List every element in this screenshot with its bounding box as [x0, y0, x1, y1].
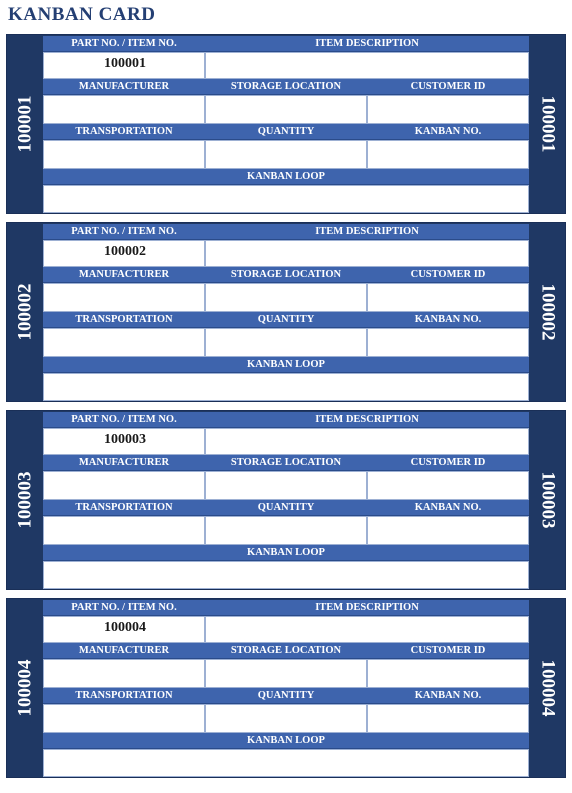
card-id-vertical-right: 100004	[537, 659, 558, 717]
storage-location-field[interactable]	[205, 95, 367, 124]
part-no-field[interactable]	[43, 52, 205, 79]
item-description-header: ITEM DESCRIPTION	[205, 412, 529, 428]
transportation-field[interactable]	[43, 140, 205, 169]
card-side-left	[7, 411, 43, 589]
customer-id-header: CUSTOMER ID	[367, 79, 529, 95]
kanban-no-header: KANBAN NO.	[367, 312, 529, 328]
card-side-right	[529, 411, 565, 589]
part-no-field[interactable]	[43, 428, 205, 455]
part-no-value: 100004	[104, 620, 146, 635]
kanban-loop-header: KANBAN LOOP	[43, 545, 529, 561]
kanban-loop-field[interactable]	[43, 561, 529, 589]
card-grid	[43, 35, 529, 213]
storage-location-header: STORAGE LOCATION	[205, 643, 367, 659]
customer-id-header: CUSTOMER ID	[367, 455, 529, 471]
kanban-loop-field[interactable]	[43, 373, 529, 401]
card-side-right	[529, 223, 565, 401]
card-id-vertical-left: 100004	[14, 659, 35, 717]
transportation-field[interactable]	[43, 328, 205, 357]
quantity-header: QUANTITY	[205, 500, 367, 516]
transportation-header: TRANSPORTATION	[43, 688, 205, 704]
card-side-left	[7, 599, 43, 777]
manufacturer-header: MANUFACTURER	[43, 267, 205, 283]
quantity-header: QUANTITY	[205, 312, 367, 328]
card-side-left	[7, 35, 43, 213]
manufacturer-header: MANUFACTURER	[43, 455, 205, 471]
manufacturer-field[interactable]	[43, 95, 205, 124]
manufacturer-header: MANUFACTURER	[43, 643, 205, 659]
customer-id-field[interactable]	[367, 659, 529, 688]
card-side-right	[529, 599, 565, 777]
item-description-field[interactable]	[205, 616, 529, 643]
part-no-header: PART NO. / ITEM NO.	[43, 224, 205, 240]
customer-id-header: CUSTOMER ID	[367, 267, 529, 283]
part-no-header: PART NO. / ITEM NO.	[43, 412, 205, 428]
kanban-loop-header: KANBAN LOOP	[43, 357, 529, 373]
card-grid	[43, 223, 529, 401]
card-grid	[43, 599, 529, 777]
part-no-value: 100003	[104, 432, 146, 447]
kanban-card-100001	[6, 34, 566, 214]
part-no-header: PART NO. / ITEM NO.	[43, 36, 205, 52]
kanban-card-100003	[6, 410, 566, 590]
manufacturer-field[interactable]	[43, 471, 205, 500]
kanban-no-header: KANBAN NO.	[367, 688, 529, 704]
storage-location-field[interactable]	[205, 471, 367, 500]
item-description-header: ITEM DESCRIPTION	[205, 224, 529, 240]
customer-id-field[interactable]	[367, 95, 529, 124]
transportation-field[interactable]	[43, 704, 205, 733]
item-description-field[interactable]	[205, 52, 529, 79]
kanban-card-100004	[6, 598, 566, 778]
kanban-loop-header: KANBAN LOOP	[43, 169, 529, 185]
part-no-header: PART NO. / ITEM NO.	[43, 600, 205, 616]
customer-id-field[interactable]	[367, 283, 529, 312]
item-description-field[interactable]	[205, 428, 529, 455]
card-id-vertical-right: 100003	[537, 471, 558, 529]
kanban-card-100002	[6, 222, 566, 402]
item-description-header: ITEM DESCRIPTION	[205, 36, 529, 52]
kanban-no-field[interactable]	[367, 328, 529, 357]
card-side-left	[7, 223, 43, 401]
card-side-right	[529, 35, 565, 213]
part-no-value: 100001	[104, 56, 146, 71]
kanban-loop-field[interactable]	[43, 749, 529, 777]
quantity-header: QUANTITY	[205, 124, 367, 140]
part-no-field[interactable]	[43, 616, 205, 643]
card-id-vertical-right: 100001	[537, 95, 558, 153]
kanban-no-field[interactable]	[367, 140, 529, 169]
manufacturer-field[interactable]	[43, 659, 205, 688]
storage-location-header: STORAGE LOCATION	[205, 267, 367, 283]
manufacturer-header: MANUFACTURER	[43, 79, 205, 95]
storage-location-field[interactable]	[205, 283, 367, 312]
card-id-vertical-left: 100001	[14, 95, 35, 153]
customer-id-field[interactable]	[367, 471, 529, 500]
card-id-vertical-left: 100002	[14, 283, 35, 341]
card-grid	[43, 411, 529, 589]
storage-location-header: STORAGE LOCATION	[205, 79, 367, 95]
page-title: KANBAN CARD	[8, 4, 156, 25]
transportation-field[interactable]	[43, 516, 205, 545]
quantity-header: QUANTITY	[205, 688, 367, 704]
part-no-value: 100002	[104, 244, 146, 259]
card-id-vertical-left: 100003	[14, 471, 35, 529]
kanban-loop-field[interactable]	[43, 185, 529, 213]
kanban-no-field[interactable]	[367, 704, 529, 733]
storage-location-header: STORAGE LOCATION	[205, 455, 367, 471]
item-description-field[interactable]	[205, 240, 529, 267]
quantity-field[interactable]	[205, 516, 367, 545]
transportation-header: TRANSPORTATION	[43, 500, 205, 516]
customer-id-header: CUSTOMER ID	[367, 643, 529, 659]
card-id-vertical-right: 100002	[537, 283, 558, 341]
quantity-field[interactable]	[205, 140, 367, 169]
kanban-loop-header: KANBAN LOOP	[43, 733, 529, 749]
storage-location-field[interactable]	[205, 659, 367, 688]
part-no-field[interactable]	[43, 240, 205, 267]
quantity-field[interactable]	[205, 328, 367, 357]
quantity-field[interactable]	[205, 704, 367, 733]
transportation-header: TRANSPORTATION	[43, 312, 205, 328]
kanban-no-header: KANBAN NO.	[367, 500, 529, 516]
transportation-header: TRANSPORTATION	[43, 124, 205, 140]
manufacturer-field[interactable]	[43, 283, 205, 312]
kanban-no-field[interactable]	[367, 516, 529, 545]
kanban-no-header: KANBAN NO.	[367, 124, 529, 140]
item-description-header: ITEM DESCRIPTION	[205, 600, 529, 616]
